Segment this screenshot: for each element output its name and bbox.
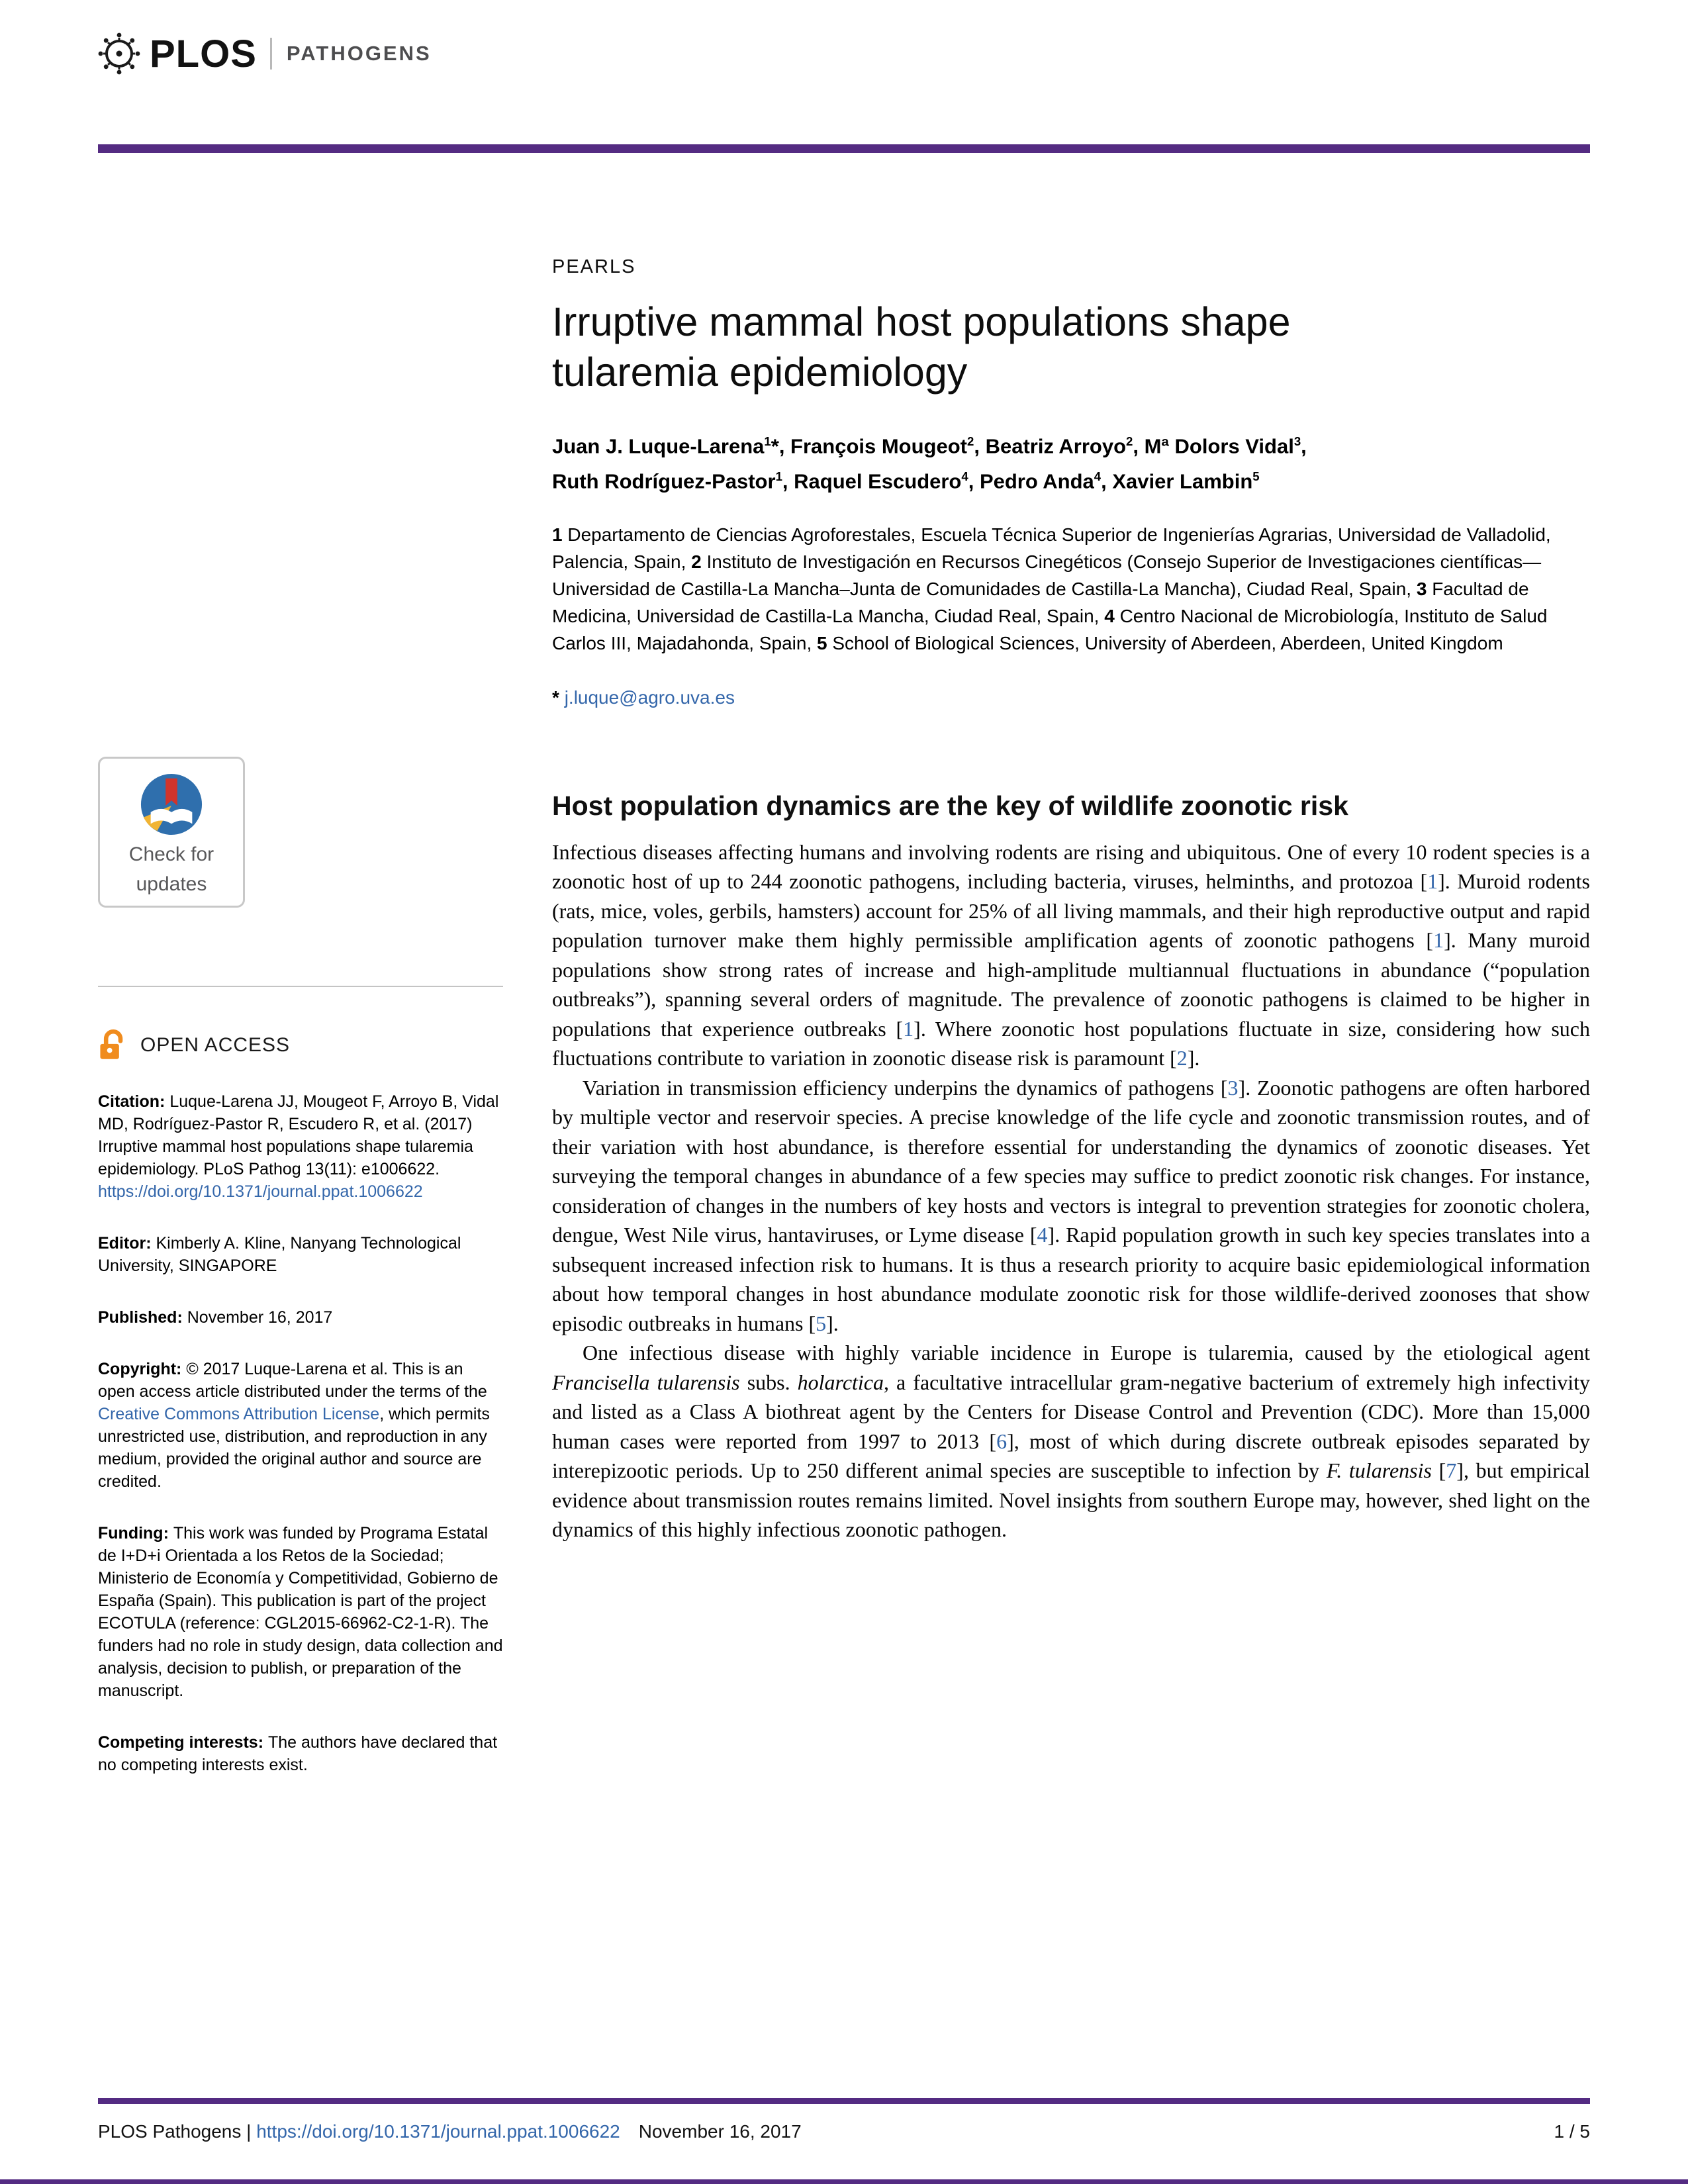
text-segment: Centro Nacional de Microbiología, Instituto de Salud Carlos III, Majadahonda, Spain,	[552, 605, 1548, 653]
text-segment: , Raquel Escudero	[782, 469, 962, 493]
text-segment: Kimberly A. Kline, Nanyang Technological University, SINGAPORE	[98, 1234, 461, 1275]
text-segment: One infectious disease with highly variable incidence in Europe is tularemia, caused by the etiological agent	[583, 1341, 1590, 1365]
text-segment: PLOS Pathogens |	[98, 2121, 257, 2142]
competing-interests-block	[98, 1731, 503, 1776]
ref-6-link[interactable]: 6	[996, 1429, 1008, 1453]
text-segment: Facultad de Medicina, Universidad de Castilla-La Mancha, Ciudad Real, Spain,	[552, 578, 1529, 626]
sidebar-divider	[98, 986, 503, 987]
text-segment: ]. Zoonotic pathogens are often harbored by multiple vector and reservoir species. A precise knowledge of the life cycle and zoonotic transmission routes, and of their variation with host abundance, is therefore essential for understanding the dynamics of zoonotic diseases. Yet surveying the temporal changes in abundance of a few species may suffice to predict zoonotic risk changes. For instance, consideration of changes in the numbers of key hosts and vectors is integral to prevention strategies for zoonotic cholera, dengue, West Nile virus, hantaviruses, or Lyme disease [	[552, 1075, 1591, 1247]
text-segment: Luque-Larena JJ, Mougeot F, Arroyo B, Vidal MD, Rodríguez-Pastor R, Escudero R, et al. (2017) Irruptive mammal host populations shape tularemia epidemiology. PLoS Pathog 13(11): e1006622.	[98, 1092, 499, 1178]
content-area	[98, 153, 1590, 2098]
text-segment: Copyright:	[98, 1360, 187, 1378]
text-segment: ]. Where zoonotic host populations fluctuate in size, considering how such fluctuations contribute to variation in zoonotic disease risk is paramount [	[552, 1016, 1591, 1070]
text-segment: Francisella tularensis	[552, 1370, 740, 1394]
text-segment: , Xavier Lambin	[1101, 469, 1253, 493]
text-segment: ]. Many muroid populations show strong rates of increase and high-amplitude multiannual fluctuations in abundance (“population outbreaks”), spanning several orders of magnitude. The prevalence of zoonotic pathogens is claimed to be higher in populations that experience outbreaks [	[552, 928, 1591, 1041]
check-for-updates-badge[interactable]	[98, 757, 245, 908]
text-segment: *	[552, 687, 565, 708]
text-segment: , Mª Dolors Vidal	[1133, 434, 1294, 458]
page-indicator: 1 / 5	[1554, 2121, 1590, 2142]
text-segment: The authors have declared that no competing interests exist.	[98, 1733, 498, 1774]
open-lock-icon	[98, 1029, 127, 1061]
footer-accent-bar	[98, 2098, 1590, 2104]
text-segment: , a facultative intracellular gram-negative bacterium of extremely high infectivity and listed as a Class A biothreat agent by the Centers for Disease Control and Prevention (CDC). More than 15,000 human cases were reported from 1997 to 2013 [	[552, 1370, 1591, 1453]
plos-logo-icon	[98, 32, 140, 75]
text-segment: School of Biological Sciences, University of Aberdeen, Aberdeen, United Kingdom	[827, 632, 1503, 653]
ref-4-link[interactable]: 4	[1037, 1223, 1048, 1247]
text-segment: [	[1431, 1458, 1446, 1483]
open-access-badge	[98, 1029, 503, 1061]
article-title	[552, 297, 1590, 397]
paragraph-1	[552, 837, 1590, 1073]
authors-line1	[552, 426, 1590, 461]
article-title-line2: tularemia epidemiology	[552, 350, 968, 395]
cc-license-link[interactable]: Creative Commons Attribution License	[98, 1405, 380, 1423]
text-segment: 1	[764, 434, 771, 448]
text-segment: ].	[826, 1311, 839, 1335]
header-accent-bar	[98, 144, 1590, 153]
text-segment: Citation:	[98, 1092, 170, 1111]
text-segment: subs.	[739, 1370, 798, 1394]
journal-name: PATHOGENS	[286, 42, 432, 65]
text-segment: ], but empirical evidence about transmission routes remains limited. Novel insights from southern Europe may, however, shed light on the dynamics of this highly infectious zoonotic pathogen.	[552, 1458, 1591, 1542]
plos-wordmark: PLOS	[150, 32, 257, 75]
text-segment: ]. Rapid population growth in such key species translates into a subsequent increased infection risk to humans. It is thus a research priority to acquire basic epidemiological information about how temporal changes in host abundance modulate zoonotic risk for those wildlife-derived zoonoses that show episodic outbreaks in humans [	[552, 1223, 1591, 1335]
text-segment: November 16, 2017	[638, 2121, 802, 2142]
article-type-kicker: PEARLS	[552, 256, 636, 277]
citation-doi-link[interactable]: https://doi.org/10.1371/journal.ppat.1006622	[98, 1182, 423, 1201]
page-footer	[98, 2098, 1590, 2179]
copyright-block	[98, 1358, 503, 1493]
footer-doi-link[interactable]: https://doi.org/10.1371/journal.ppat.1006622	[256, 2121, 620, 2142]
text-segment: Competing interests:	[98, 1733, 268, 1752]
text-segment: F. tularensis	[1326, 1458, 1432, 1483]
ref-1-link[interactable]: 1	[903, 1016, 914, 1041]
text-segment: , which permits unrestricted use, distribution, and reproduction in any medium, provided the original author and source are credited.	[98, 1405, 490, 1491]
text-segment: Instituto de Investigación en Recursos Cinegéticos (Consejo Superior de Investigaciones científicas—Universidad de Castilla-La Mancha–Junta de Comunidades de Castilla-La Mancha), Ciudad Real, Spain,	[552, 551, 1542, 599]
text-segment: *, François Mougeot	[771, 434, 967, 458]
text-segment: Editor:	[98, 1234, 156, 1253]
check-for-updates-label-line2: updates	[136, 873, 207, 895]
text-segment: 2	[1126, 434, 1133, 448]
logo-divider	[270, 38, 272, 70]
ref-2-link[interactable]: 2	[1176, 1046, 1188, 1070]
text-segment: 4	[961, 469, 968, 484]
funding-block	[98, 1522, 503, 1702]
text-segment: , Pedro Anda	[968, 469, 1094, 493]
text-segment: , Beatriz Arroyo	[974, 434, 1127, 458]
text-segment: 5	[817, 632, 827, 653]
text-segment: Infectious diseases affecting humans and involving rodents are rising and ubiquitous. One of every 10 rodent species is a zoonotic host of up to 244 zoonotic pathogens, including bacteria, viruses, helminths, and protozoa [	[552, 839, 1590, 894]
ref-1-link[interactable]: 1	[1433, 928, 1444, 953]
text-segment: ]. Muroid rodents (rats, mice, voles, gerbils, hamsters) account for 25% of all living mammals, and their high reproductive output and rapid population turnover make them highly permissible amplification agents of zoonotic pathogens [	[552, 869, 1591, 953]
ref-7-link[interactable]: 7	[1446, 1458, 1457, 1483]
text-segment: 4	[1104, 605, 1115, 626]
footer-row	[98, 2121, 1590, 2179]
journal-header	[98, 0, 1590, 153]
text-segment: ].	[1187, 1046, 1200, 1070]
text-segment: ,	[1301, 434, 1307, 458]
text-segment: Ruth Rodríguez-Pastor	[552, 469, 776, 493]
citation-block	[98, 1090, 503, 1203]
authors-line2	[552, 461, 1590, 497]
text-segment: Variation in transmission efficiency underpins the dynamics of pathogens [	[583, 1075, 1228, 1100]
affiliations	[552, 521, 1590, 657]
text-segment: Funding:	[98, 1524, 173, 1543]
ref-1-link[interactable]: 1	[1427, 869, 1438, 894]
ref-5-link[interactable]: 5	[816, 1311, 827, 1335]
text-segment: Departamento de Ciencias Agroforestales, Escuela Técnica Superior de Ingenierías Agrarias, Universidad de Valladolid, Palencia, Spain,	[552, 524, 1551, 572]
paragraph-3	[552, 1338, 1590, 1544]
crossmark-icon	[139, 772, 204, 837]
text-segment: Published:	[98, 1308, 187, 1327]
correspondence-line	[552, 687, 1590, 708]
footer-citation	[98, 2121, 802, 2142]
editor-block	[98, 1232, 503, 1277]
text-segment: This work was funded by Programa Estatal de I+D+i Orientada a los Retos de la Sociedad; Ministerio de Economía y Competitividad, Gobierno de España (Spain). This publication is part of the project ECOTULA (reference: CGL2015-66962-C2-1-R). The funders had no role in study design, data collection and analysis, decision to publish, or preparation of the manuscript.	[98, 1524, 503, 1700]
article-title-line1: Irruptive mammal host populations shape	[552, 299, 1291, 344]
page-bottom-edge	[0, 2179, 1688, 2184]
check-for-updates-label-line1: Check for	[128, 843, 214, 865]
section-heading: Host population dynamics are the key of wildlife zoonotic risk	[552, 790, 1348, 821]
text-segment: 4	[1094, 469, 1102, 484]
text-segment: © 2017 Luque-Larena et al. This is an open access article distributed under the terms of the	[98, 1360, 487, 1401]
section-text	[552, 837, 1590, 1544]
text-segment: 5	[1252, 469, 1260, 484]
correspondence-email-link[interactable]: j.luque@agro.uva.es	[564, 687, 735, 708]
text-segment: ], most of which during discrete outbreak episodes separated by interepizootic periods. Up to 250 different animal species are susceptible to infection by	[552, 1429, 1591, 1483]
open-access-label: OPEN ACCESS	[140, 1034, 291, 1056]
text-segment: Juan J. Luque-Larena	[552, 434, 765, 458]
text-segment: holarctica	[797, 1370, 884, 1394]
text-segment: November 16, 2017	[187, 1308, 333, 1327]
text-segment: 1	[552, 524, 563, 545]
journal-logo	[98, 29, 1590, 78]
article-sidebar	[98, 153, 503, 1776]
paragraph-2	[552, 1073, 1590, 1339]
text-segment: 3	[1416, 578, 1427, 599]
text-segment: 1	[775, 469, 782, 484]
text-segment: 3	[1293, 434, 1301, 448]
published-block	[98, 1306, 503, 1329]
ref-3-link[interactable]: 3	[1227, 1075, 1239, 1100]
text-segment: 2	[967, 434, 974, 448]
text-segment: 2	[691, 551, 702, 572]
article-body	[552, 153, 1590, 1544]
